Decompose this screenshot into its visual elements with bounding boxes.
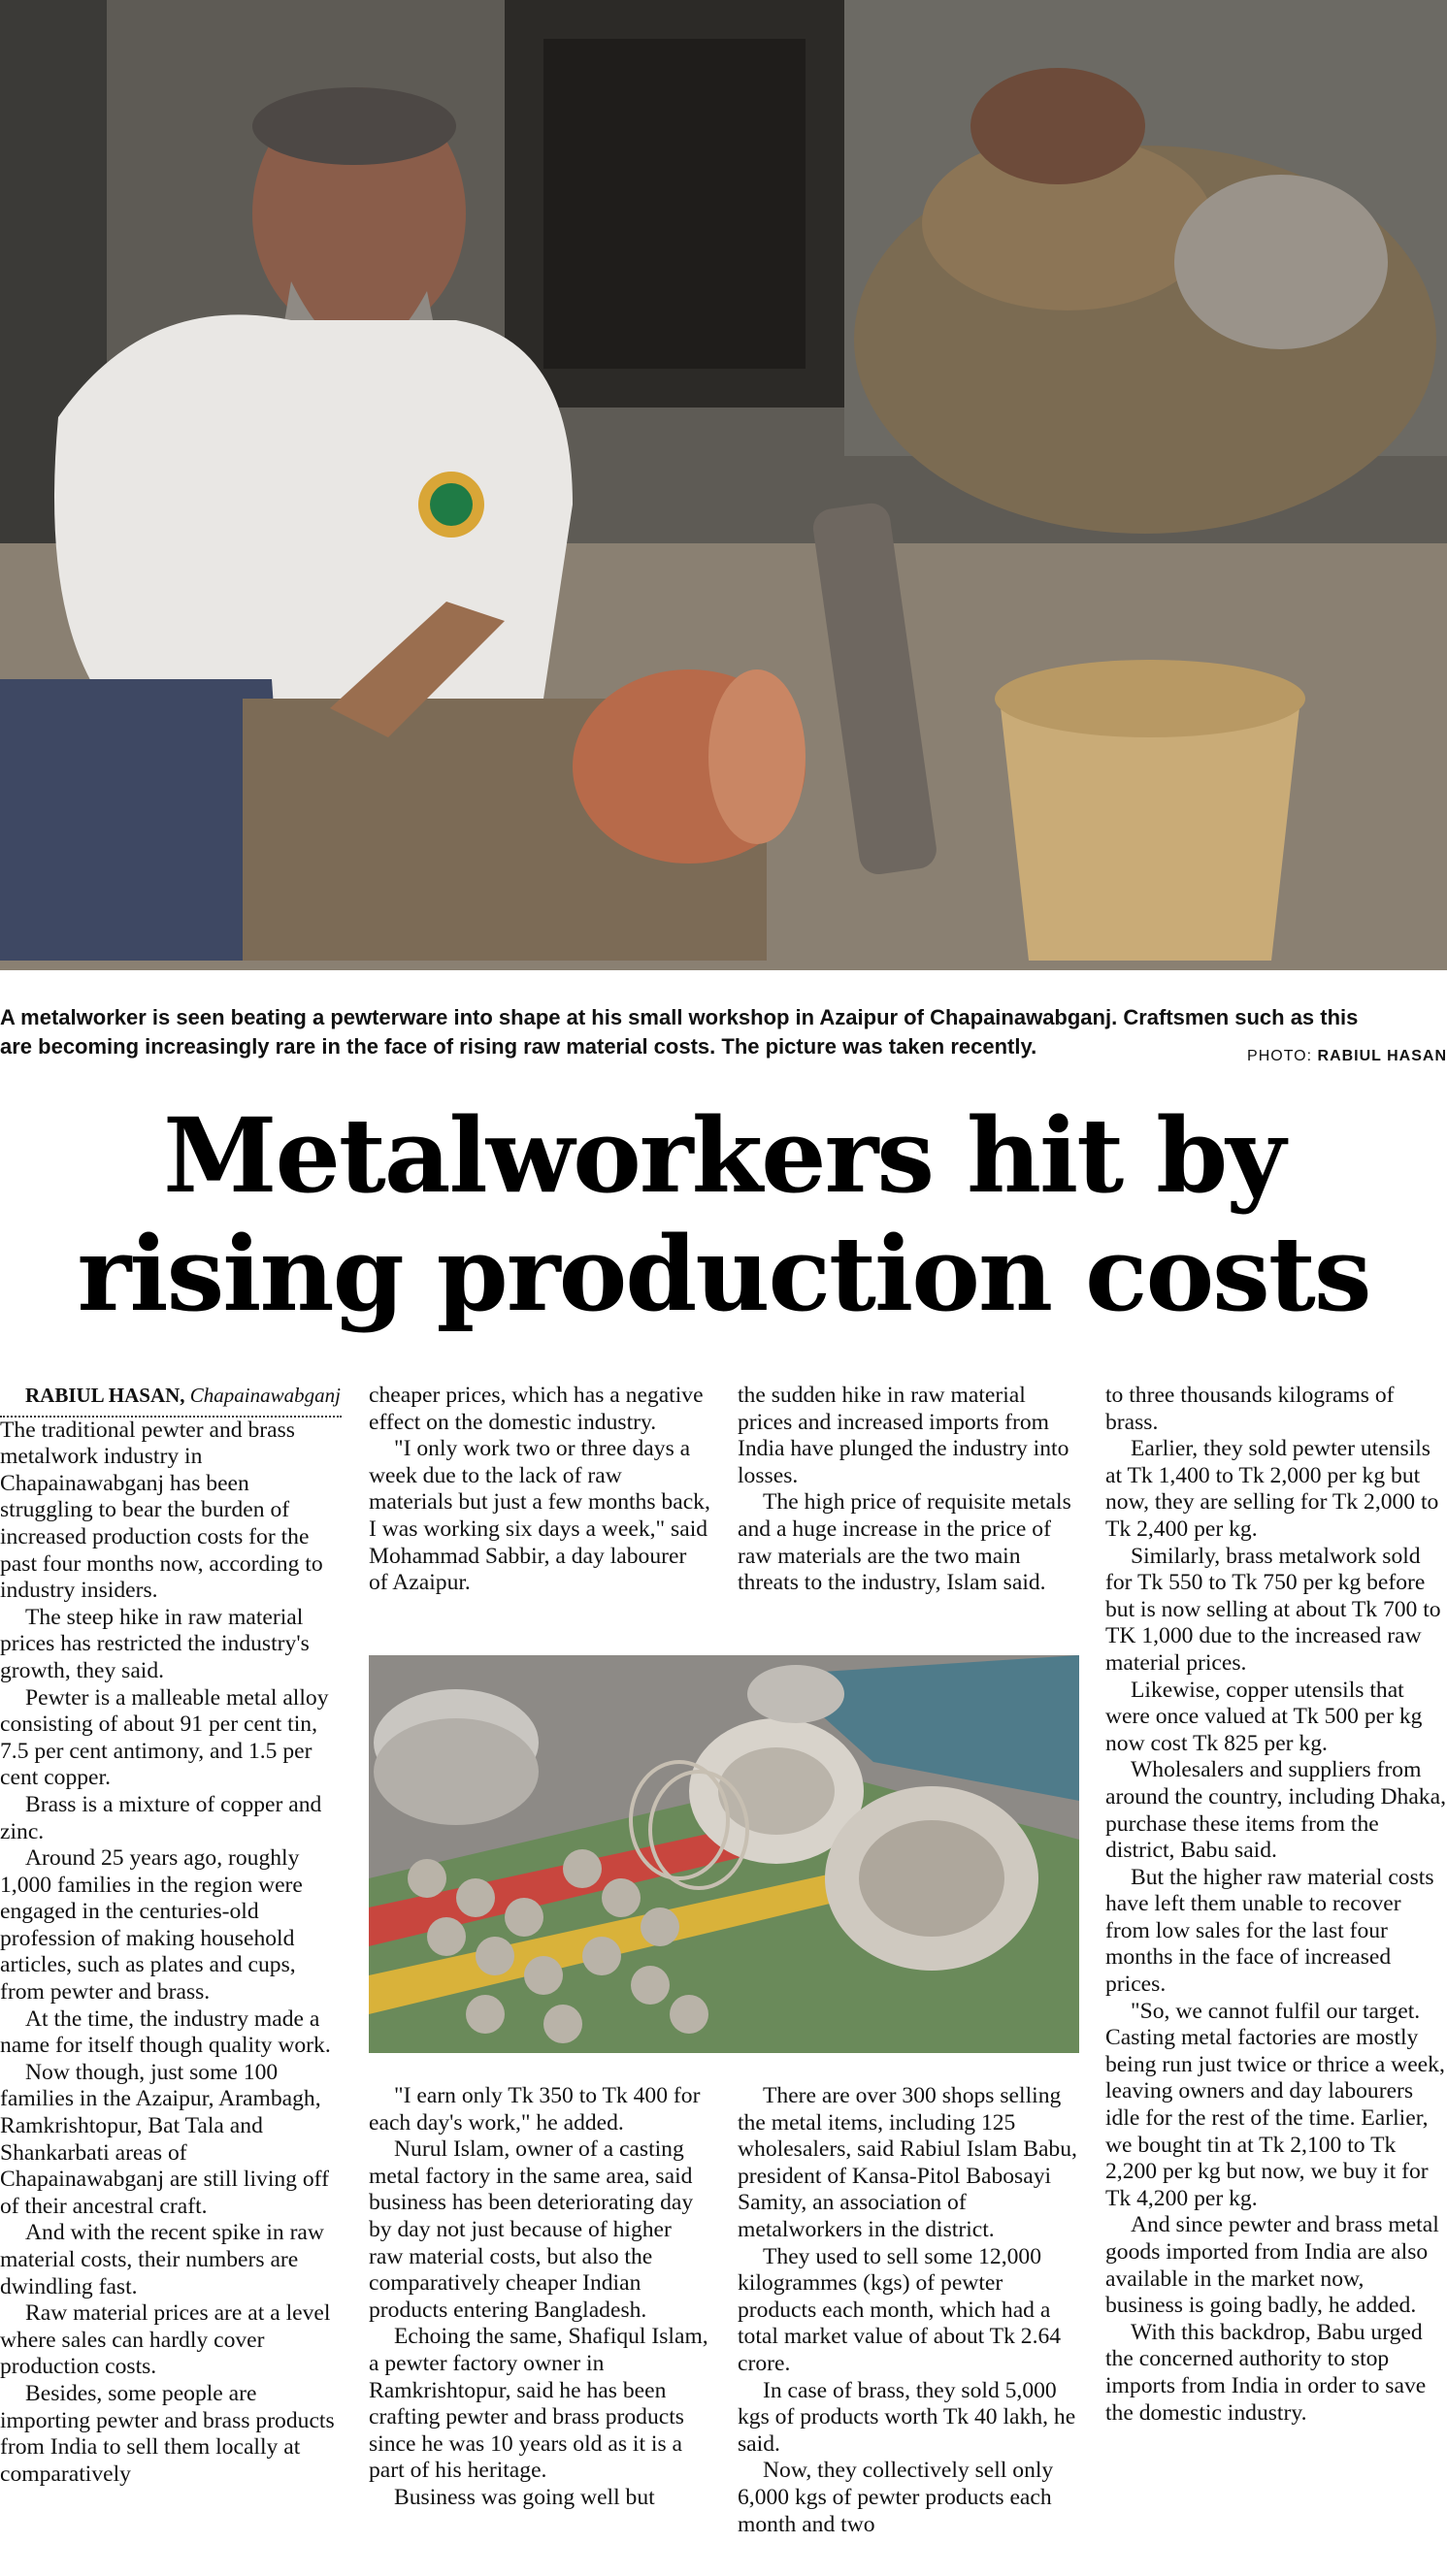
byline	[0, 1383, 342, 1418]
column-3-top	[738, 1383, 1079, 1597]
byline-location: Chapainawabganj	[189, 1384, 341, 1407]
paragraph: Similarly, brass metalwork sold for Tk 550 to Tk 750 per kg before but is now selling at about Tk 700 to TK 1,000 due to the increased raw material prices.	[1105, 1543, 1441, 1676]
paragraph: Brass is a mixture of copper and zinc.	[0, 1791, 322, 1844]
main-photo	[0, 0, 1447, 970]
photo-caption	[0, 1003, 1447, 1061]
paragraph: Wholesalers and suppliers from around the country, including Dhaka, purchase these items from the district, Babu said.	[1105, 1757, 1446, 1864]
paragraph: Nurul Islam, owner of a casting metal factory in the same area, said business has been deteriorating day by day not just because of higher raw material costs, but also the comparatively cheaper Indian products entering Bangladesh.	[369, 2136, 694, 2323]
paragraph: Now, they collectively sell only 6,000 kgs of pewter products each month and two	[738, 2458, 1054, 2537]
column-3-bottom	[738, 2083, 1079, 2538]
paragraph: At the time, the industry made a name for itself though quality work.	[0, 2005, 331, 2059]
paragraph: Besides, some people are importing pewter and brass products from India to sell them locally at comparatively	[0, 2380, 335, 2487]
utensils-photo	[369, 1655, 1079, 2053]
paragraph: Now though, just some 100 families in the Azaipur, Arambagh, Ramkrishtopur, Bat Tala and Shankarbati areas of Chapainawabganj are still living off of their ancestral craft.	[0, 2059, 329, 2219]
credit-label: PHOTO:	[1247, 1048, 1313, 1064]
paragraph: And with the recent spike in raw material costs, their numbers are dwindling fast.	[0, 2220, 324, 2299]
paragraph: "So, we cannot fulfil our target. Casting metal factories are mostly being run just twice or thrice a week, leaving owners and day labourers idle for the rest of the time. Earlier, we bought tin at Tk 2,100 to Tk 2,200 per kg but now, we buy it for Tk 4,200 per kg.	[1105, 1998, 1445, 2211]
paragraph: In case of brass, they sold 5,000 kgs of products worth Tk 40 lakh, he said.	[738, 2377, 1076, 2457]
paragraph: Earlier, they sold pewter utensils at Tk 1,400 to Tk 2,000 per kg but now, they are selling for Tk 2,000 to Tk 2,400 per kg.	[1105, 1436, 1439, 1542]
column-2-bottom	[369, 2083, 710, 2512]
paragraph: They used to sell some 12,000 kilogrammes (kgs) of pewter products each month, which had a total market value of about Tk 2.64 crore.	[738, 2243, 1062, 2376]
paragraph: The steep hike in raw material prices has restricted the industry's growth, they said.	[0, 1604, 310, 1683]
column-1	[0, 1383, 342, 2488]
paragraph: The traditional pewter and brass metalwork industry in Chapainawabganj has been struggling to bear the burden of increased production costs for the past four months now, according to industry insiders.	[0, 1417, 323, 1604]
headline	[0, 1096, 1447, 1333]
paragraph: The high price of requisite metals and a huge increase in the price of raw materials are the two main threats to the industry, Islam said.	[738, 1489, 1071, 1596]
paragraph: Likewise, copper utensils that were once valued at Tk 500 per kg now cost Tk 825 per kg.	[1105, 1677, 1423, 1756]
metalworker-photo	[0, 0, 1447, 970]
column-4	[1105, 1383, 1447, 2427]
paragraph: There are over 300 shops selling the metal items, including 125 wholesalers, said Rabiul Islam Babu, president of Kansa-Pitol Babosayi Samity, an association of metalworkers in the district.	[738, 2083, 1077, 2242]
paragraph: With this backdrop, Babu urged the concerned authority to stop imports from India in order to save the domestic industry.	[1105, 2319, 1427, 2426]
paragraph: Raw material prices are at a level where sales can hardly cover production costs.	[0, 2300, 331, 2380]
paragraph: But the higher raw material costs have left them unable to recover from low sales for the last four months in the face of increased prices.	[1105, 1864, 1434, 1998]
caption-line-1: A metalworker is seen beating a pewterware into shape at his small workshop in Azaipur of Chapainawabganj. Craftsmen such as this	[0, 1005, 1359, 1029]
paragraph: Pewter is a malleable metal alloy consisting of about 91 per cent tin, 7.5 per cent antimony, and 1.5 per cent copper.	[0, 1684, 329, 1791]
paragraph: "I only work two or three days a week due to the lack of raw materials but just a few months back, I was working six days a week," said Mohammad Sabbir, a day labourer of Azaipur.	[369, 1436, 710, 1596]
column-2-top	[369, 1383, 710, 1597]
paragraph: Echoing the same, Shafiqul Islam, a pewter factory owner in Ramkrishtopur, said he has been crafting pewter and brass products since he was 10 years old as it is a part of his heritage.	[369, 2324, 708, 2484]
paragraph: to three thousands kilograms of brass.	[1105, 1383, 1395, 1435]
headline-line-2: rising production costs	[77, 1213, 1370, 1334]
paragraph: the sudden hike in raw material prices and increased imports from India have plunged the industry into losses.	[738, 1383, 1069, 1488]
headline-line-1: Metalworkers hit by	[163, 1094, 1284, 1216]
paragraph: Around 25 years ago, roughly 1,000 families in the region were engaged in the centuries-old profession of making household articles, such as plates and cups, from pewter and brass.	[0, 1845, 303, 2005]
credit-name: RABIUL HASAN	[1317, 1048, 1447, 1064]
caption-line-2: are becoming increasingly rare in the face of rising raw material costs. The picture was taken recently.	[0, 1034, 1037, 1059]
paragraph: Business was going well but	[394, 2484, 655, 2510]
paragraph: cheaper prices, which has a negative effect on the domestic industry.	[369, 1383, 704, 1435]
paragraph: And since pewter and brass metal goods imported from India are also available in the market now, business is going badly, he added.	[1105, 2212, 1439, 2319]
photo-credit	[1247, 1048, 1447, 1065]
byline-author: RABIUL HASAN,	[25, 1384, 185, 1407]
paragraph: "I earn only Tk 350 to Tk 400 for each day's work," he added.	[369, 2083, 701, 2136]
inset-photo	[369, 1655, 1079, 2053]
